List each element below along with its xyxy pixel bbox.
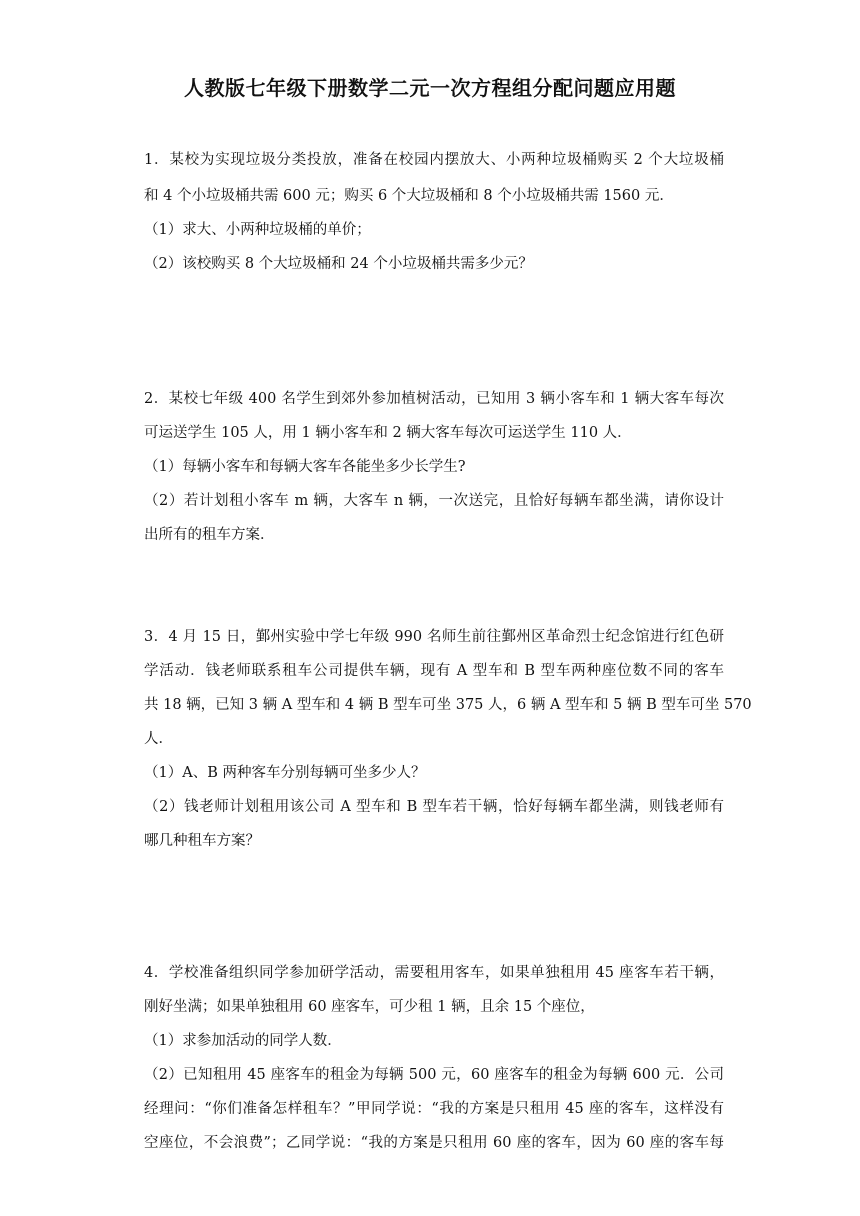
- problem-3-part-2-line-1: （2）钱老师计划租用该公司 A 型车和 B 型车若干辆，恰好每辆车都坐满，则钱老师有: [144, 799, 724, 815]
- problem-2-line-1: 2．某校七年级 400 名学生到郊外参加植树活动，已知用 3 辆小客车和 1 辆大客车每次: [144, 391, 724, 407]
- problem-2-line-2: 可运送学生 105 人，用 1 辆小客车和 2 辆大客车每次可运送学生 110 人．: [144, 425, 632, 441]
- problem-3-line-3: 共 18 辆，已知 3 辆 A 型车和 4 辆 B 型车可坐 375 人，6 辆 A 型车和 5 辆 B 型车可坐 570: [144, 697, 752, 713]
- problem-1-part-2: （2）该校购买 8 个大垃圾桶和 24 个小垃圾桶共需多少元？: [144, 256, 533, 272]
- problem-3-line-1: 3．4 月 15 日，鄞州实验中学七年级 990 名师生前往鄞州区革命烈士纪念馆进行红色研: [144, 629, 724, 645]
- problem-2-part-1: （1）每辆小客车和每辆大客车各能坐多少长学生?: [144, 459, 466, 475]
- problem-3-part-2-line-2: 哪几种租车方案？: [144, 833, 260, 849]
- problem-1-line-2: 和 4 个小垃圾桶共需 600 元；购买 6 个大垃圾桶和 8 个小垃圾桶共需 1560 元．: [144, 188, 674, 204]
- problem-2-part-2-line-1: （2）若计划租小客车 m 辆，大客车 n 辆，一次送完，且恰好每辆车都坐满，请你设计: [144, 493, 724, 509]
- problem-1-line-1: 1．某校为实现垃圾分类投放，准备在校园内摆放大、小两种垃圾桶购买 2 个大垃圾桶: [144, 152, 724, 168]
- problem-4-part-2-line-1: （2）已知租用 45 座客车的租金为每辆 500 元，60 座客车的租金为每辆 600 元．公司: [144, 1067, 724, 1083]
- problem-3-line-2: 学活动．钱老师联系租车公司提供车辆，现有 A 型车和 B 型车两种座位数不同的客车: [144, 663, 724, 679]
- problem-4-part-2-line-2: 经理问：“你们准备怎样租车？”甲同学说：“我的方案是只租用 45 座的客车，这样没有: [144, 1101, 724, 1117]
- problem-1-part-1: （1）求大、小两种垃圾桶的单价；: [144, 222, 371, 238]
- problem-3-line-4: 人．: [144, 731, 173, 747]
- problem-4-line-1: 4．学校准备组织同学参加研学活动，需要租用客车，如果单独租用 45 座客车若干辆，: [144, 965, 724, 981]
- problem-3-part-1: （1）A、B 两种客车分别每辆可坐多少人？: [144, 765, 426, 781]
- problem-4-part-2-line-3: 空座位，不会浪费”；乙同学说：“我的方案是只租用 60 座的客车，因为 60 座的客车每: [144, 1135, 724, 1151]
- problem-4-part-1: （1）求参加活动的同学人数．: [144, 1033, 342, 1049]
- problem-4-line-2: 刚好坐满；如果单独租用 60 座客车，可少租 1 辆，且余 15 个座位，: [144, 999, 595, 1015]
- problem-2-part-2-line-2: 出所有的租车方案．: [144, 527, 275, 543]
- document-title: 人教版七年级下册数学二元一次方程组分配问题应用题: [184, 76, 676, 100]
